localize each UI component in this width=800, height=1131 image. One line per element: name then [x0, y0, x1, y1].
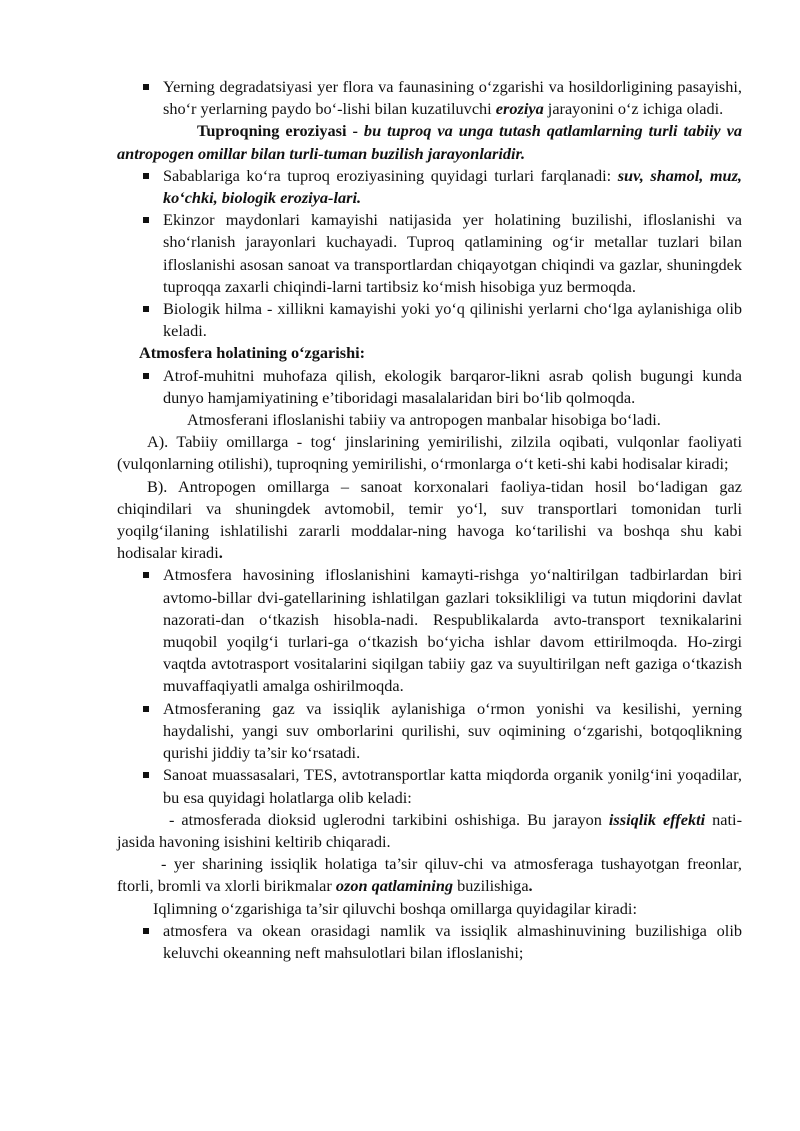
emphasis-text: ozon qatlamining [335, 876, 454, 896]
definition-paragraph [117, 120, 742, 164]
bullet-item: Biologik hilma - xillikni kamayishi yoki yo‘q qilinishi yerlarni cho‘lga aylanishiga olib keladi. [117, 298, 742, 342]
emphasis-text: eroziya [495, 99, 544, 119]
page-content [117, 76, 742, 964]
emphasis-text: bu tuproq va unga tutash qatlamlarning turli tabiiy va antropogen omillar bilan turli-tuman buzilish jarayonlaridir. [117, 121, 742, 163]
bullet-item: atmosfera va okean orasidagi namlik va issiqlik almashinuvining buzilishiga olib keluvchi okeanning neft mahsulotlari bilan ifloslanishi; [117, 920, 742, 964]
term-text: Tuproqning eroziyasi - [197, 121, 364, 141]
bullet-item: Atmosfera havosining ifloslanishini kamayti-rishga yo‘naltirilgan tadbirlardan biri avtomo-billar dvi-gatellarining ishlatilgan gazlari toksikliligi va tutun miqdorini davlat nazorati-dan o‘tkazish hisobla-nadi. Respublikalarda avto-transport texnikalarini muqobil yoqilg‘i turlari-ga o‘tkazish bo‘yicha ishlar davom ettirilmoqda. Ho-zirgi vaqtda avtotrasport vositalarini siqilgan tabiiy gaz va suyultirilgan neft gaziga o‘tkazish muvaffaqiyatli amalga oshirilmoqda. [117, 564, 742, 697]
dash-paragraph: - yer sharining issiqlik holatiga ta’sir qiluv-chi va atmosferaga tushayotgan freonlar, ftorli, bromli va xlorli birikmalar ozon qatlamining buzilishiga. [117, 854, 742, 896]
bullet-item: Sabablariga ko‘ra tuproq eroziyasining quyidagi turlari farqlanadi: suv, shamol, muz, ko‘chki, biologik eroziya-lari. [117, 165, 742, 209]
bullet-item: Yerning degradatsiyasi yer flora va faunasining o‘zgarishi va hosildorligining pasayishi, sho‘r yerlarning paydo bo‘-lishi bilan kuzatiluvchi eroziya jarayonini o‘z ichiga oladi. [117, 76, 742, 120]
emphasis-text: suv, shamol, muz, ko‘chki, biologik eroziya-lari. [163, 165, 743, 208]
bullet-item: Ekinzor maydonlari kamayishi natijasida yer holatining buzilishi, ifloslanishi va sho‘rlanish jarayonlari kuchayadi. Tuproq qatlamining og‘ir metallar tuzlari bilan ifloslanishi asosan sanoat va transportlardan chiqayotgan chiqindi va gazlar, shuningdek tuproqqa zaxarli chiqindi-larni tartibsiz ko‘mish hisobiga yuz bermoqda. [117, 209, 742, 298]
paragraph: Atmosferani ifloslanishi tabiiy va antropogen manbalar hisobiga bo‘ladi. [187, 410, 661, 430]
section-heading: Atmosfera holatining o‘zgarishi: [139, 343, 366, 363]
paragraph: B). Antropogen omillarga – sanoat korxonalari faoliya-tidan hosil bo‘ladigan gaz chiqindilari va shuningdek avtomobil, temir yo‘l, suv transportlari tomonidan turli yoqilg‘ilaning ishlatilishi zararli moddalar-ning havoga ko‘tarilishi va boshqa shu kabi hodisalar kiradi. [117, 476, 742, 563]
paragraph: Iqlimning o‘zgarishiga ta’sir qiluvchi boshqa omillarga quyidagilar kiradi: [153, 898, 637, 918]
dash-paragraph: - atmosferada dioksid uglerodni tarkibini oshishiga. Bu jarayon issiqlik effekti nati-jasida havoning isishini keltirib chiqaradi. [117, 809, 742, 851]
paragraph: A). Tabiiy omillarga - tog‘ jinslarining yemirilishi, zilzila oqibati, vulqonlar faoliyati (vulqonlarning otilishi), tuproqning yemirilishi, o‘rmonlarga o‘t keti-shi kabi hodisalar kiradi; [117, 432, 742, 474]
emphasis-text: issiqlik effekti [608, 809, 706, 829]
bullet-item: Atrof-muhitni muhofaza qilish, ekologik barqaror-likni asrab qolish bugungi kunda dunyo hamjamiyatining e’tiboridagi masalalaridan biri bo‘lib qolmoqda. [117, 365, 742, 409]
bullet-item: Atmosferaning gaz va issiqlik aylanishiga o‘rmon yonishi va kesilishi, yerning haydalishi, yangi suv omborlarini qurilishi, suv oqimining o‘zgarishi, botqoqlikning qurishi jiddiy ta’sir ko‘rsatadi. [117, 698, 742, 765]
bullet-item: Sanoat muassasalari, TES, avtotransportlar katta miqdorda organik yonilg‘ini yoqadilar, bu esa quyidagi holatlarga olib keladi: [117, 764, 742, 808]
